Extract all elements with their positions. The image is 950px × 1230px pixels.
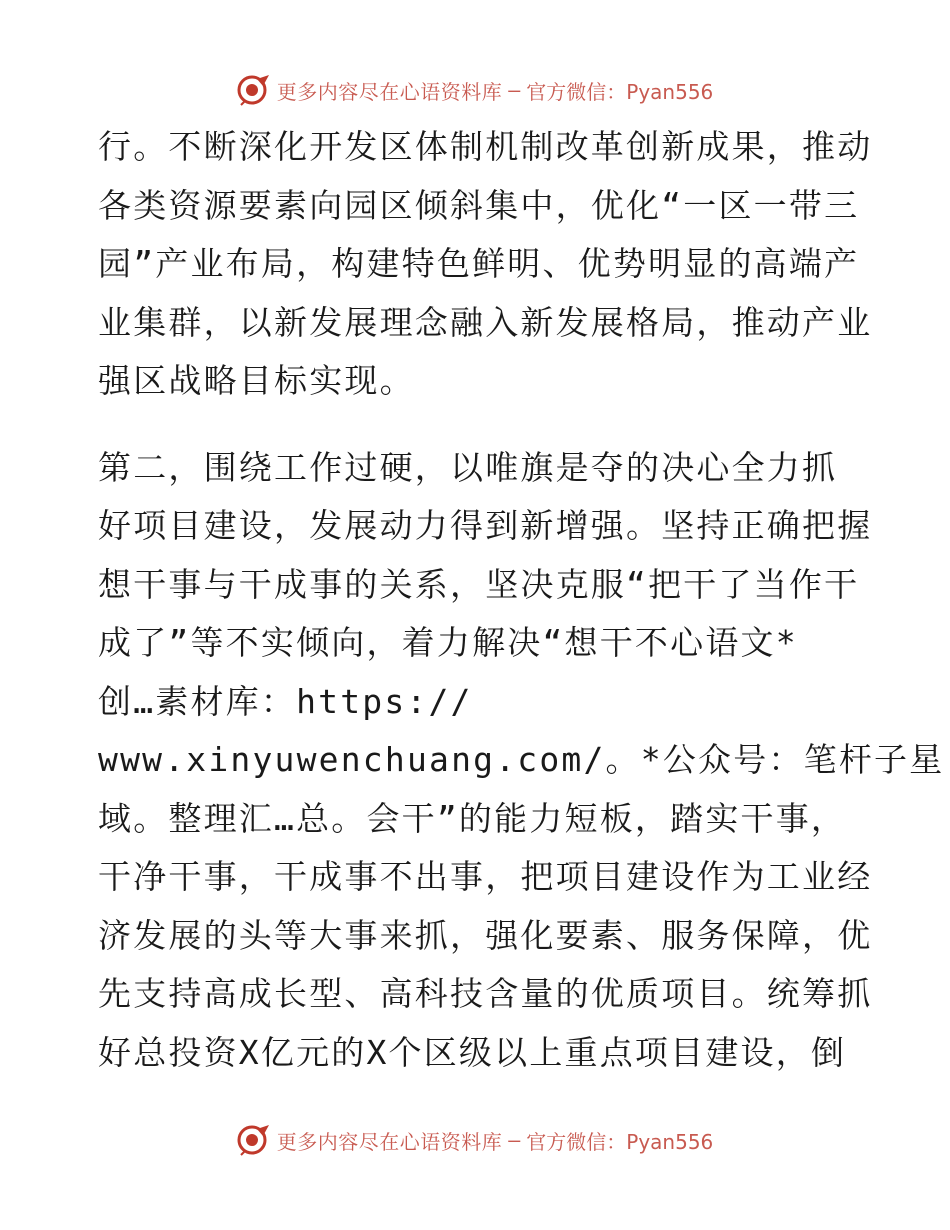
text-line: 各类资源要素向园区倾斜集中，优化“一区一带三 bbox=[98, 185, 860, 225]
pen-logo-icon bbox=[237, 1123, 271, 1157]
paragraph-1 bbox=[98, 118, 873, 411]
text-line: 先支持高成长型、高科技含量的优质项目。统筹抓 bbox=[98, 974, 873, 1013]
text-line: 业集群，以新发展理念融入新发展格局，推动产业 bbox=[98, 302, 873, 342]
text-line: 济发展的头等大事来抓，强化要素、服务保障，优 bbox=[98, 915, 873, 955]
banner-wechat: 官方微信：Pyan556 bbox=[526, 79, 714, 104]
text-line: 域。整理汇…总。会干”的能力短板，踏实干事， bbox=[98, 798, 847, 838]
text-line: 园”产业布局，构建特色鲜明、优势明显的高端产 bbox=[98, 244, 860, 283]
banner-title: 更多内容尽在心语资料库 bbox=[276, 79, 503, 104]
banner-title: 更多内容尽在心语资料库 bbox=[276, 1129, 503, 1154]
footer-banner bbox=[0, 1120, 950, 1160]
banner-wechat: 官方微信：Pyan556 bbox=[526, 1129, 714, 1154]
text-line: www.xinyuwenchuang.com/。*公众号：笔杆子星 bbox=[98, 740, 945, 779]
text-line: 行。不断深化开发区体制机制改革创新成果，推动 bbox=[98, 127, 873, 166]
paragraph-2 bbox=[98, 439, 945, 1083]
text-line: 成了”等不实倾向，着力解决“想干不心语文* bbox=[98, 623, 798, 662]
banner-separator: — bbox=[508, 1128, 521, 1152]
paragraph-spacer bbox=[98, 411, 858, 439]
banner-separator: — bbox=[508, 78, 521, 102]
text-line: 想干事与干成事的关系，坚决克服“把干了当作干 bbox=[98, 564, 860, 604]
text-line: 好总投资X亿元的X个区级以上重点项目建设，倒 bbox=[98, 1032, 847, 1072]
text-line: 好项目建设，发展动力得到新增强。坚持正确把握 bbox=[98, 506, 873, 545]
text-line: 强区战略目标实现。 bbox=[98, 361, 415, 400]
text-line: 创…素材库：https:// bbox=[98, 681, 473, 721]
header-banner bbox=[0, 70, 950, 110]
document-body bbox=[98, 118, 945, 1082]
text-line: 干净干事，干成事不出事，把项目建设作为工业经 bbox=[98, 857, 873, 896]
pen-logo-icon bbox=[237, 73, 271, 107]
text-line: 第二，围绕工作过硬，以唯旗是夺的决心全力抓 bbox=[98, 447, 838, 487]
